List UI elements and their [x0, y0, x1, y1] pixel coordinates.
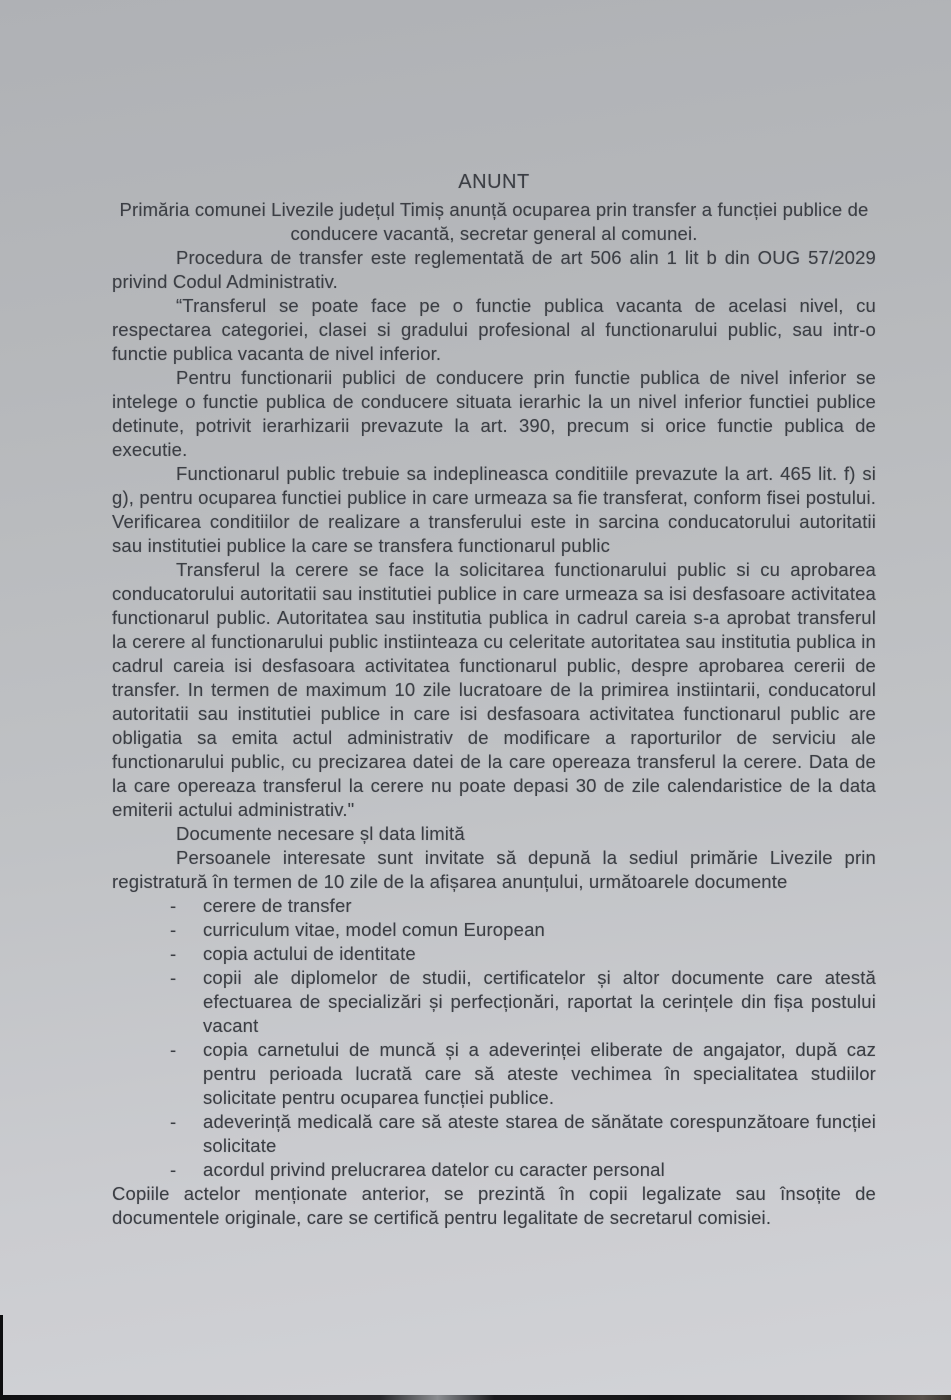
list-item-text: adeverință medicală care să ateste starea de sănătate corespunzătoare funcției solicitate: [203, 1111, 876, 1156]
intro-paragraph: Primăria comunei Livezile județul Timiș anunță ocuparea prin transfer a funcției publice de conducere vacantă, secretar general al comunei.: [119, 199, 869, 244]
scan-bottom-edge: [0, 1395, 951, 1400]
list-item-acord-date: [112, 1158, 876, 1182]
dash-marker: -: [170, 1039, 177, 1060]
scan-left-edge: [0, 1315, 3, 1400]
documents-list: [112, 894, 876, 1182]
list-item-cv: [112, 918, 876, 942]
list-item-text: copii ale diplomelor de studii, certificatelor și altor documente care atestă efectuarea de specializări și perfecționări, raportat la cerințele din fișa postului vacant: [203, 967, 876, 1036]
list-item-text: copia actului de identitate: [203, 943, 416, 964]
paragraph-transfer-request: Transferul la cerere se face la solicitarea functionarului public si cu aprobarea conducatorului autoritatii sau institutiei publice in care urmeaza sa isi desfasoare activitatea functionarul public. Autoritatea sau institutia publica in cadrul careia s-a aprobat transferul la cerere al functionarului public instiinteaza cu celeritate autoritatea sau institutia publica in cadrul careia isi desfasoara activitatea functionarul public, despre aprobarea cererii de transfer. In termen de maximum 10 zile lucratoare de la primirea instiintarii, conducatorul autoritatii sau institutiei publice in care isi desfasoara activitatea functionarul public are obligatia sa emita actul administrativ de modificare a raporturilor de serviciu ale functionarului public, cu precizarea datei de la care opereaza transferul la cerere. Data de la care opereaza transferul la cerere nu poate depasi 30 de zile calendaristice de la data emiterii actului administrativ.": [112, 559, 876, 820]
announcement-document: [112, 170, 876, 1230]
dash-marker: -: [170, 1111, 177, 1132]
paragraph-conditions: Functionarul public trebuie sa indeplineasca conditiile prevazute la art. 465 lit. f) si g), pentru ocuparea functiei publice in care urmeaza sa fie transferat, conform fisei postului. Verificarea conditiilor de realizare a transferului este in sarcina conducatorului autoritatii sau institutiei publice la care se transfera functionarul public: [112, 463, 876, 556]
paragraph-procedure: Procedura de transfer este reglementată de art 506 alin 1 lit b din OUG 57/2029 privind Codul Administrativ.: [112, 247, 876, 292]
dash-marker: -: [170, 919, 177, 940]
dash-marker: -: [170, 967, 177, 988]
list-item-text: curriculum vitae, model comun European: [203, 919, 545, 940]
list-item-diplome: [112, 966, 876, 1038]
list-item-cerere: [112, 894, 876, 918]
paragraph-lower-level: Pentru functionarii publici de conducere prin functie publica de nivel inferior se intelege o functie publica de conducere situata ierarhic la un nivel inferior functiei publice detinute, potrivit ierarhizarii prevazute la art. 390, precum si orice functie publica de executie.: [112, 367, 876, 460]
list-item-carnet-munca: [112, 1038, 876, 1110]
paragraph-transfer-rule: “Transferul se poate face pe o functie publica vacanta de acelasi nivel, cu respectarea categoriei, clasei si gradului profesional al functionarului public, sau intr-o functie publica vacanta de nivel inferior.: [112, 295, 876, 364]
dash-marker: -: [170, 943, 177, 964]
list-item-text: copia carnetului de muncă și a adeverinței eliberate de angajator, după caz pentru perioada lucrată care să ateste vechimea în specialitatea studiilor solicitate pentru ocuparea funcției publice.: [203, 1039, 876, 1108]
list-item-adeverinta-medicala: [112, 1110, 876, 1158]
list-item-text: acordul privind prelucrarea datelor cu caracter personal: [203, 1159, 665, 1180]
list-item-identitate: [112, 942, 876, 966]
invitation-paragraph: Persoanele interesate sunt invitate să depună la sediul primărie Livezile prin registratură în termen de 10 zile de la afișarea anunțului, următoarele documente: [112, 847, 876, 892]
dash-marker: -: [170, 895, 177, 916]
dash-marker: -: [170, 1159, 177, 1180]
list-item-text: cerere de transfer: [203, 895, 352, 916]
document-title: ANUNT: [458, 171, 530, 193]
section-heading-documents: Documente necesare șl data limită: [176, 823, 465, 844]
closing-paragraph: Copiile actelor menționate anterior, se prezintă în copii legalizate sau însoțite de documentele originale, care se certifică pentru legalitate de secretarul comisiei.: [112, 1183, 876, 1228]
